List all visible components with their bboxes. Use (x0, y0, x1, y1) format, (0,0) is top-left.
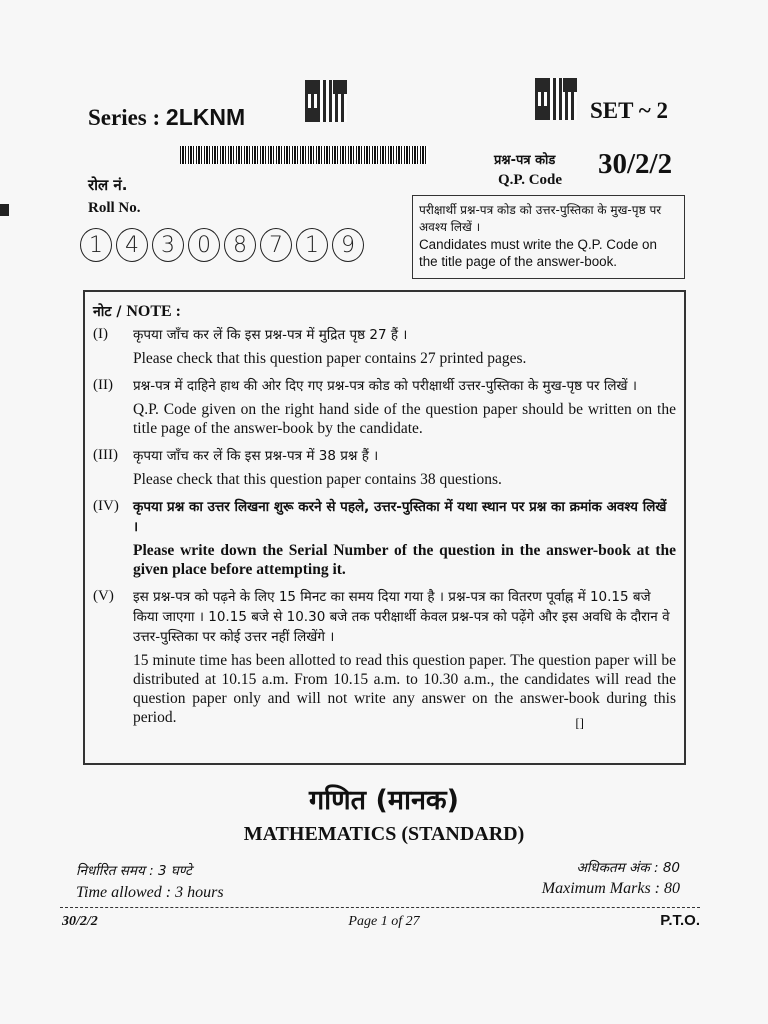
roll-digit: 4 (116, 228, 148, 262)
note-item-english: Please check that this question paper contains 27 printed pages. (133, 350, 527, 367)
qp-code-label-english: Q.P. Code (498, 172, 563, 188)
maximum-marks-hindi: अधिकतम अंक : 80 (576, 860, 680, 876)
note-item (93, 325, 676, 374)
series-code: 2LKNM (165, 104, 246, 130)
note-box (83, 290, 686, 765)
note-item (93, 376, 676, 444)
note-item-hindi: इस प्रश्न-पत्र को पढ़ने के लिए 15 मिनट का समय दिया गया है । प्रश्न-पत्र का वितरण पूर्वाह्न में 10.15 बजे किया जाएगा । 10.15 बजे से 10.30 बजे तक परीक्षार्थी केवल प्रश्न-पत्र को पढ़ेंगे और इस अवधि के दौरान वे उत्तर-पुस्तिका पर कोई उत्तर नहीं लिखेंगे । (133, 589, 670, 645)
qp-code-value: 30/2/2 (598, 148, 673, 180)
roll-digit: 0 (188, 228, 220, 262)
time-allowed-english: Time allowed : 3 hours (76, 884, 224, 901)
barcode (180, 146, 428, 164)
note-item (93, 587, 676, 733)
note-item-hindi: कृपया जाँच कर लें कि इस प्रश्न-पत्र में 38 प्रश्न हैं । (133, 448, 379, 464)
time-allowed-hindi: निर्धारित समय : 3 घण्टे (76, 863, 192, 879)
qr-code-left (305, 80, 347, 122)
subject-title-english: MATHEMATICS (STANDARD) (243, 823, 525, 845)
roll-digit: 7 (260, 228, 292, 262)
roll-digit: 3 (152, 228, 184, 262)
roll-digit: 1 (296, 228, 328, 262)
note-item (93, 497, 676, 585)
note-item-number: (II) (93, 377, 113, 393)
maximum-marks-english: Maximum Marks : 80 (541, 880, 680, 897)
qp-code-label-hindi: प्रश्न-पत्र कोड (494, 153, 556, 168)
candidate-note-english: Candidates must write the Q.P. Code on the title page of the answer-book. (419, 237, 657, 269)
note-item-english: 15 minute time has been allotted to read this question paper. The question paper will be distributed at 10.15 a.m. From 10.15 a.m. to 10.30 a.m., the candidates will read the question paper only and will not write any answer on the answer-book during this period. (133, 652, 676, 726)
tick-mark: [] (575, 715, 584, 730)
note-title: नोट / NOTE : (93, 303, 181, 320)
note-item-english: Please write down the Serial Number of the question in the answer-book at the given place before attempting it. (133, 542, 676, 578)
footer-divider (60, 907, 700, 908)
candidate-note-hindi: परीक्षार्थी प्रश्न-पत्र कोड को उत्तर-पुस्तिका के मुख-पृष्ठ पर अवश्य लिखें । (419, 203, 662, 234)
footer-qp-code: 30/2/2 (62, 914, 98, 929)
note-item-number: (I) (93, 326, 108, 342)
note-item-number: (IV) (93, 498, 119, 514)
note-item-number: (III) (93, 447, 118, 463)
roll-label-english: Roll No. (88, 200, 141, 216)
set-label: SET ~ 2 (590, 98, 669, 123)
roll-label-hindi: रोल नं. (88, 176, 128, 194)
note-item-number: (V) (93, 588, 114, 604)
note-item-english: Please check that this question paper contains 38 questions. (133, 471, 502, 488)
note-item-hindi: कृपया जाँच कर लें कि इस प्रश्न-पत्र में मुद्रित पृष्ठ 27 हैं । (133, 327, 408, 343)
roll-digit: 1 (80, 228, 112, 262)
qr-code-right (535, 78, 577, 120)
footer-pto: P.T.O. (660, 912, 700, 929)
note-item (93, 446, 676, 495)
roll-number-digits (80, 228, 364, 262)
subject-title-hindi: गणित (मानक) (308, 785, 460, 816)
footer-page-number: Page 1 of 27 (348, 914, 420, 929)
edge-scan-mark (0, 204, 9, 216)
candidate-instruction-box (412, 195, 685, 279)
note-item-english: Q.P. Code given on the right hand side of the question paper should be written on the title page of the answer-book by the candidate. (133, 401, 676, 437)
roll-digit: 9 (332, 228, 364, 262)
note-item-hindi: कृपया प्रश्न का उत्तर लिखना शुरू करने से पहले, उत्तर-पुस्तिका में यथा स्थान पर प्रश्न का क्रमांक अवश्य लिखें । (133, 499, 667, 535)
roll-digit: 8 (224, 228, 256, 262)
note-item-hindi: प्रश्न-पत्र में दाहिने हाथ की ओर दिए गए प्रश्न-पत्र कोड को परीक्षार्थी उत्तर-पुस्तिका के मुख-पृष्ठ पर लिखें । (133, 378, 637, 394)
series-label: Series : 2LKNM (88, 104, 246, 130)
